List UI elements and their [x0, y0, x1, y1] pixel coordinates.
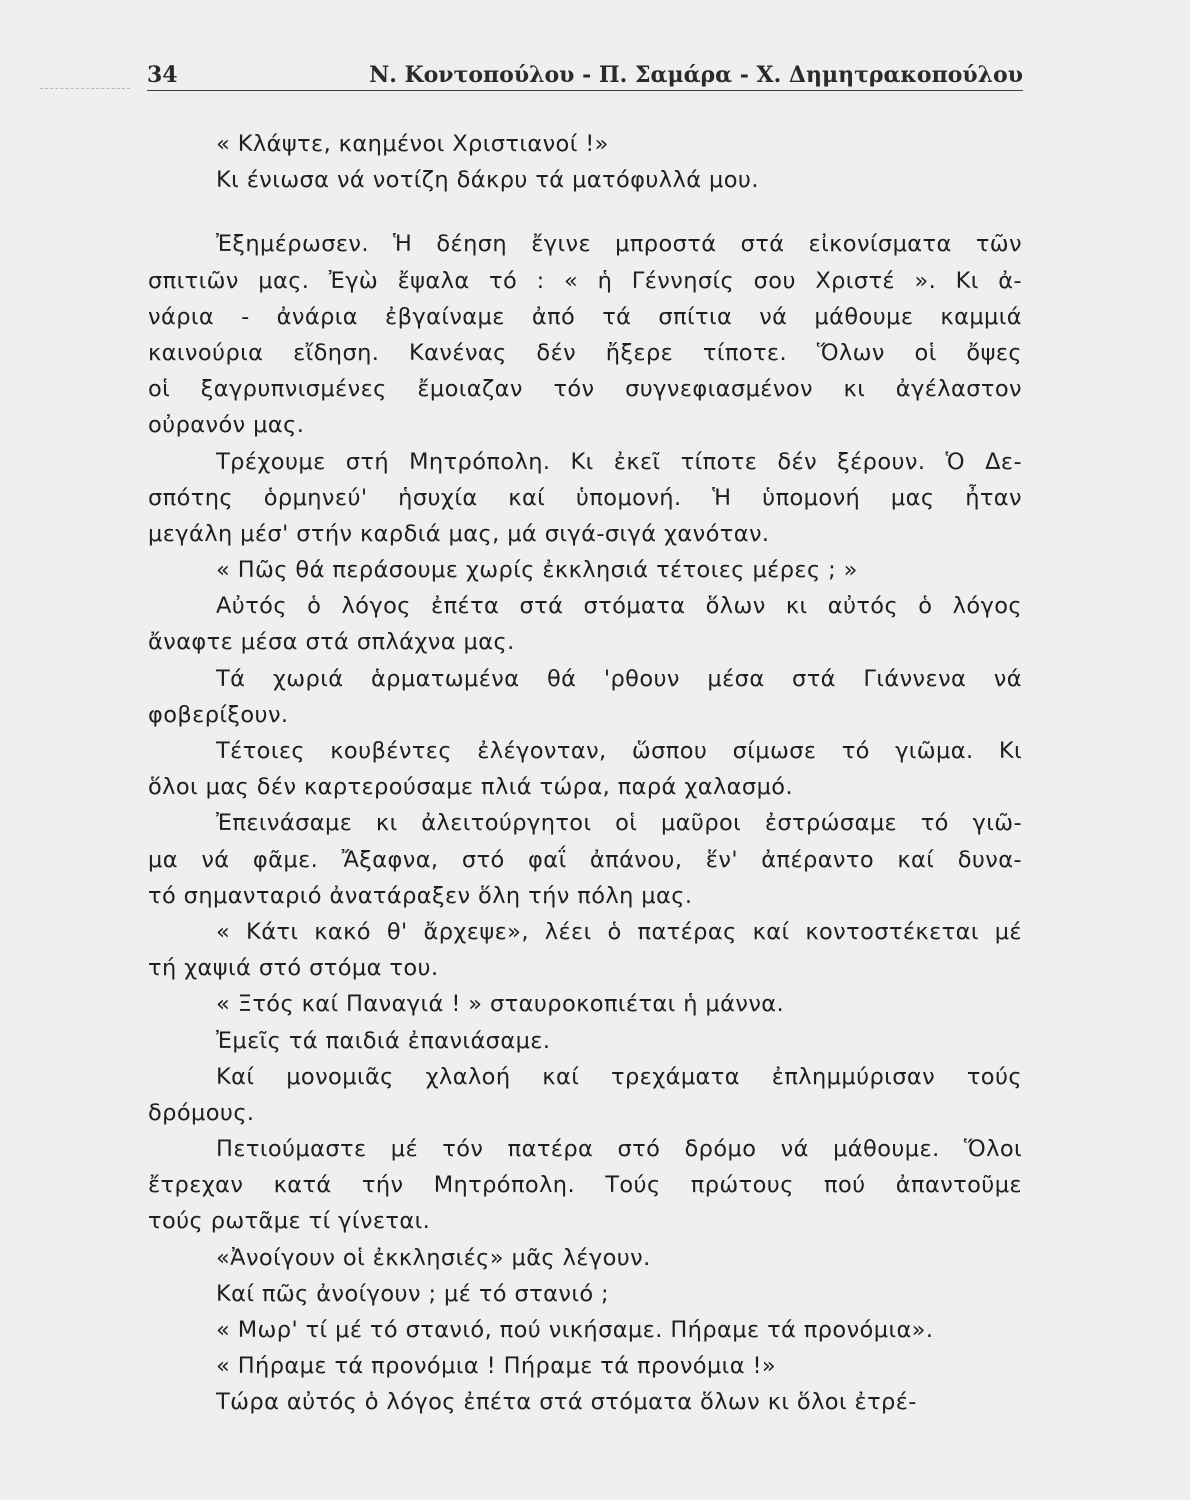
text-line: Αὐτός ὁ λόγος ἐπέτα στά στόματα ὅλων κι αὐτός ὁ λόγος: [216, 593, 1022, 620]
page-number: 34: [147, 62, 178, 88]
body-text: [148, 126, 1022, 1421]
margin-mark: [40, 88, 130, 89]
text-line: τούς ρωτᾶμε τί γίνεται.: [148, 1208, 431, 1235]
header-rule: [147, 90, 1023, 91]
text-line: ἔτρεχαν κατά τήν Μητρόπολη. Τούς πρώτους πού ἀπαντοῦμε: [148, 1172, 1022, 1199]
text-line: νάρια - ἀνάρια ἐβγαίναμε ἀπό τά σπίτια νά μάθουμε καμμιά: [148, 303, 1022, 330]
text-line: Καί πῶς ἀνοίγουν ; μέ τό στανιό ;: [216, 1280, 610, 1307]
text-line: Καί μονομιᾶς χλαλοή καί τρεχάματα ἐπλημμύρισαν τούς: [216, 1063, 1022, 1090]
text-line: Ἐμεῖς τά παιδιά ἐπανιάσαμε.: [216, 1027, 551, 1054]
text-line: « Κλάψτε, καημένοι Χριστιανοί !»: [216, 131, 609, 157]
text-line: Ἐξημέρωσεν. Ἡ δέηση ἔγινε μπροστά στά εἰκονίσματα τῶν: [216, 231, 1022, 258]
text-line: «Ἀνοίγουν οἱ ἐκκλησιές» μᾶς λέγουν.: [216, 1244, 651, 1271]
text-line: « Πῶς θά περάσουμε χωρίς ἐκκλησιά τέτοιες μέρες ; »: [216, 557, 858, 584]
text-line: « Πήραμε τά προνόμια ! Πήραμε τά προνόμια !»: [216, 1353, 777, 1380]
text-line: ἄναφτε μέσα στά σπλάχνα μας.: [148, 629, 515, 656]
text-line: Κι ένιωσα νά νοτίζη δάκρυ τά ματόφυλλά μου.: [216, 167, 759, 194]
text-line: σπιτιῶν μας. Ἐγὼ ἔψαλα τό : « ἡ Γέννησίς σου Χριστέ ». Κι ἀ-: [148, 267, 1022, 294]
text-line: δρόμους.: [148, 1099, 255, 1126]
text-line: Τρέχουμε στή Μητρόπολη. Κι ἐκεῖ τίποτε δέν ξέρουν. Ὁ Δε-: [216, 448, 1022, 475]
text-line: ὅλοι μας δέν καρτερούσαμε πλιά τώρα, παρά χαλασμό.: [148, 774, 794, 801]
text-line: σπότης ὁρμηνεύ' ἡσυχία καί ὑπομονή. Ἡ ὑπομονή μας ἦταν: [148, 484, 1022, 511]
text-line: καινούρια εἴδηση. Κανένας δέν ἤξερε τίποτε. Ὅλων οἱ ὄψες: [148, 339, 1022, 366]
text-line: μα νά φᾶμε. Ἄξαφνα, στό φαΐ ἀπάνου, ἕν' ἀπέραντο καί δυνα-: [148, 846, 1022, 873]
text-line: « Κάτι κακό θ' ἄρχεψε», λέει ὁ πατέρας καί κοντοστέκεται μέ: [216, 918, 1022, 945]
text-line: τό σημανταριό ἀνατάραξεν ὅλη τήν πόλη μας.: [148, 882, 693, 909]
text-line: τή χαψιά στό στόμα του.: [148, 955, 439, 982]
text-line: « Ξτός καί Παναγιά ! » σταυροκοπιέται ἡ μάννα.: [216, 991, 785, 1018]
text-line: μεγάλη μέσ' στήν καρδιά μας, μά σιγά-σιγά χανόταν.: [148, 520, 770, 547]
text-line: « Μωρ' τί μέ τό στανιό, πού νικήσαμε. Πήραμε τά προνόμια».: [216, 1317, 934, 1343]
text-line: φοβερίξουν.: [148, 701, 289, 728]
text-line: οἱ ξαγρυπνισμένες ἔμοιαζαν τόν συγνεφιασμένον κι ἀγέλαστον: [148, 376, 1022, 403]
page-header: [147, 58, 1023, 94]
text-line: Τά χωριά ἁρματωμένα θά 'ρθουν μέσα στά Γιάννενα νά: [216, 665, 1022, 692]
text-line: Πετιούμαστε μέ τόν πατέρα στό δρόμο νά μάθουμε. Ὅλοι: [216, 1136, 1022, 1163]
text-line: Τέτοιες κουβέντες ἐλέγονταν, ὥσπου σίμωσε τό γιῶμα. Κι: [216, 738, 1022, 764]
running-title: Ν. Κοντοπούλου - Π. Σαμάρα - Χ. Δημητρακοπούλου: [369, 62, 1023, 88]
paragraph-gap: [148, 198, 1022, 226]
text-line: οὐρανόν μας.: [148, 412, 305, 439]
text-line: Τώρα αὐτός ὁ λόγος ἐπέτα στά στόματα ὅλων κι ὅλοι ἐτρέ-: [216, 1389, 917, 1416]
text-line: Ἐπεινάσαμε κι ἀλειτούργητοι οἱ μαῦροι ἐστρώσαμε τό γιῶ-: [216, 810, 1022, 837]
